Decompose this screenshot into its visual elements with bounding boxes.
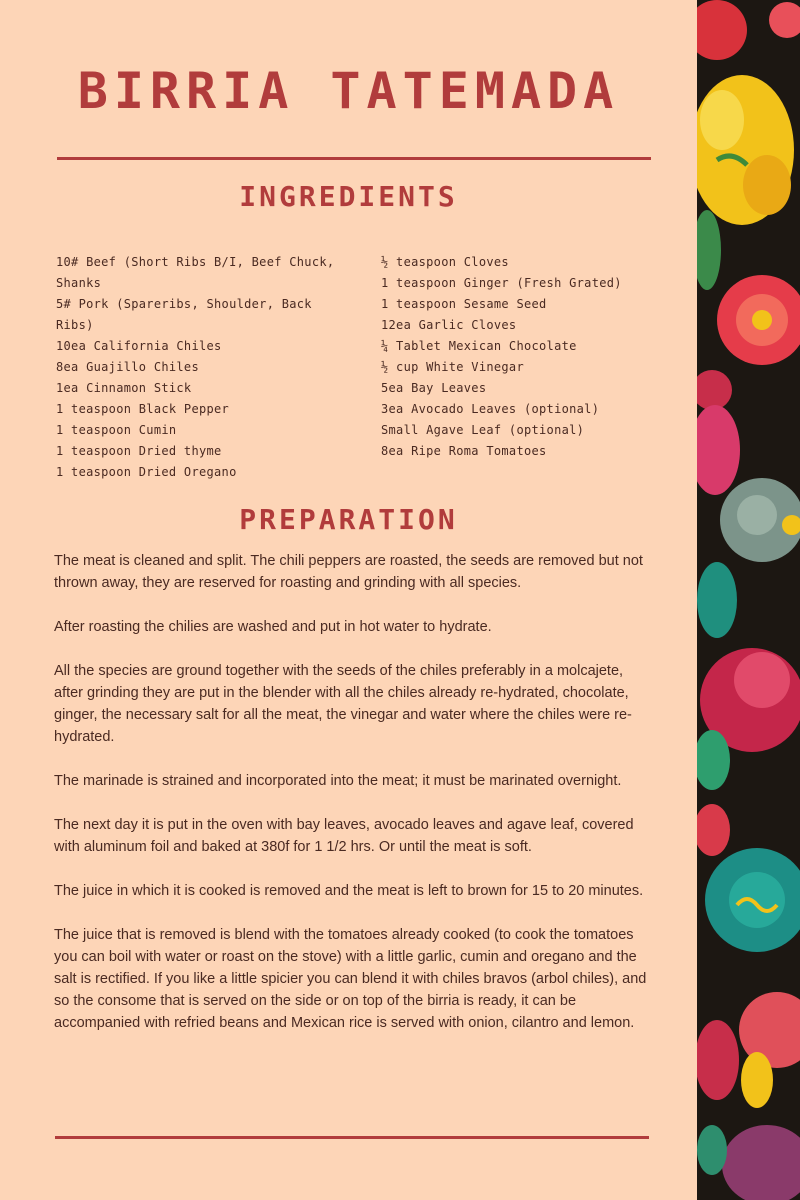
preparation-paragraph: The meat is cleaned and split. The chili peppers are roasted, the seeds are removed but not thrown away, they are reserved for roasting and grinding with all species. [54, 553, 643, 591]
ingredient-item: 5# Pork (Spareribs, Shoulder, Back Ribs) [56, 297, 312, 332]
ingredient-item: 1 teaspoon Dried Oregano [56, 465, 237, 479]
ingredient-item: Small Agave Leaf (optional) [381, 423, 585, 437]
embroidered-flowers-illustration [697, 0, 800, 1200]
ingredient-item: 1 teaspoon Cumin [56, 423, 177, 437]
ingredients-list-left [56, 252, 356, 483]
preparation-paragraph: The marinade is strained and incorporated into the meat; it must be marinated overnight. [54, 773, 622, 789]
ingredient-item: 1 teaspoon Black Pepper [56, 402, 230, 416]
ingredient-item: 8ea Guajillo Chiles [56, 360, 199, 374]
recipe-title: BIRRIA TATEMADA [77, 62, 620, 120]
ingredient-item: ½ cup White Vinegar [381, 360, 524, 374]
embroidery-border-image [697, 0, 800, 1200]
ingredient-item: 3ea Avocado Leaves (optional) [381, 402, 600, 416]
preparation-paragraph: The juice that is removed is blend with the tomatoes already cooked (to cook the tomatoes you can boil with water or roast on the stove) with a little garlic, cumin and oregano and the salt is rectified. If you like a little spicier you can blend it with chiles bravos (arbol chiles), and so the consome that is served on the side or on top of the birria is ready, it can be accompanied with refried beans and Mexican rice is served with onion, cilantro and lemon. [54, 927, 647, 1031]
ingredient-item: 1 teaspoon Sesame Seed [381, 297, 547, 311]
preparation-steps [54, 550, 654, 1056]
bottom-divider [55, 1136, 649, 1139]
ingredient-item: 12ea Garlic Cloves [381, 318, 517, 332]
top-divider [57, 157, 651, 160]
ingredients-list-right [381, 252, 681, 462]
ingredient-item: 1ea Cinnamon Stick [56, 381, 192, 395]
ingredient-item: 1 teaspoon Dried thyme [56, 444, 222, 458]
ingredient-item: 10# Beef (Short Ribs B/I, Beef Chuck, Shanks [56, 255, 335, 290]
ingredient-item: 5ea Bay Leaves [381, 381, 487, 395]
ingredient-item: ½ teaspoon Cloves [381, 255, 509, 269]
ingredient-item: ¼ Tablet Mexican Chocolate [381, 339, 577, 353]
ingredients-heading: INGREDIENTS [239, 180, 458, 213]
preparation-paragraph: The next day it is put in the oven with bay leaves, avocado leaves and agave leaf, covered with aluminum foil and baked at 380f for 1 1/2 hrs. Or until the meat is soft. [54, 817, 634, 855]
ingredient-item: 8ea Ripe Roma Tomatoes [381, 444, 547, 458]
preparation-heading: PREPARATION [239, 503, 458, 536]
preparation-paragraph: After roasting the chilies are washed and put in hot water to hydrate. [54, 619, 492, 635]
ingredient-item: 1 teaspoon Ginger (Fresh Grated) [381, 276, 622, 290]
preparation-paragraph: All the species are ground together with the seeds of the chiles preferably in a molcajete, after grinding they are put in the blender with all the chiles already re-hydrated, chocolate, ginger, the necessary salt for all the meat, the vinegar and water where the chiles were re-hydrated. [54, 663, 632, 745]
ingredient-item: 10ea California Chiles [56, 339, 222, 353]
preparation-paragraph: The juice in which it is cooked is removed and the meat is left to brown for 15 to 20 minutes. [54, 883, 644, 899]
